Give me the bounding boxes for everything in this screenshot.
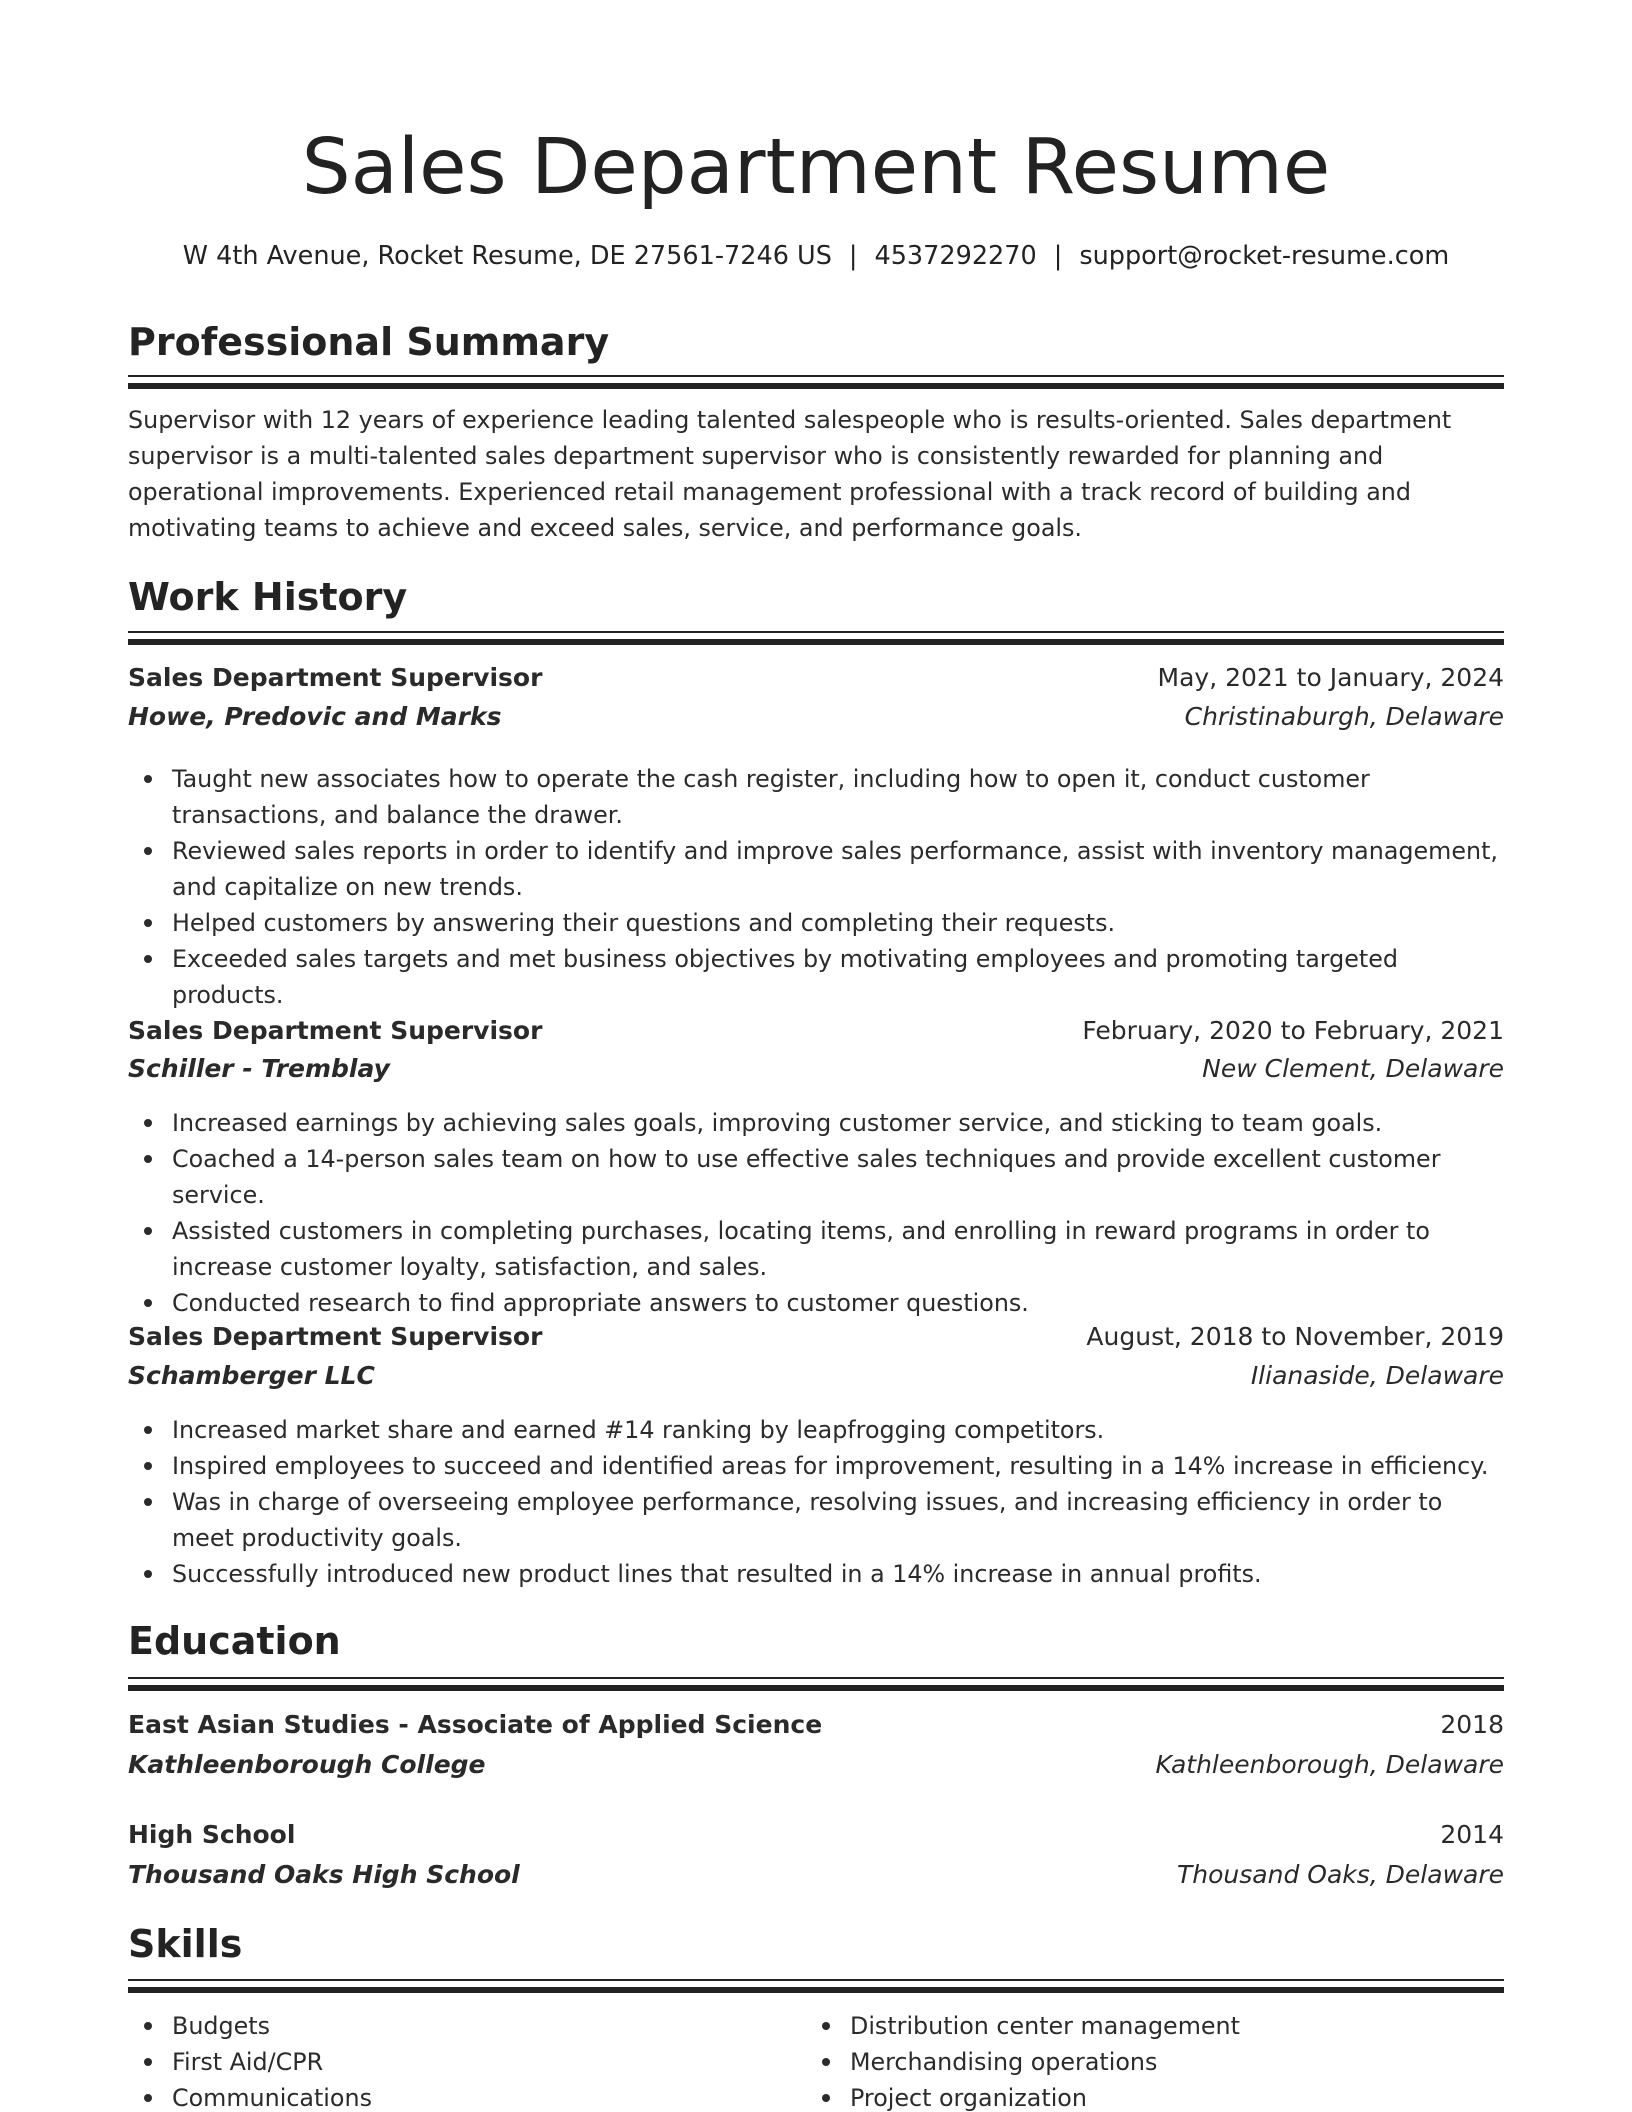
- contact-separator: |: [848, 241, 858, 271]
- skill-item: Merchandising operations: [806, 2044, 1632, 2080]
- section-divider: [128, 1979, 1504, 1993]
- work-history-heading: Work History: [128, 575, 408, 619]
- education-degree: High School: [128, 1820, 296, 1849]
- job-location: Ilianaside, Delaware: [1250, 1361, 1504, 1390]
- job-company-row: [128, 1358, 1504, 1394]
- section-divider: [128, 631, 1504, 645]
- job-location: Christinaburgh, Delaware: [1184, 702, 1504, 731]
- job-title: Sales Department Supervisor: [128, 1016, 543, 1045]
- job-company-row: [128, 1051, 1504, 1087]
- job-header-row: [128, 1013, 1504, 1049]
- section-divider: [128, 1677, 1504, 1691]
- education-header-row: [128, 1707, 1504, 1743]
- job-company-row: [128, 699, 1504, 735]
- job-location: New Clement, Delaware: [1202, 1054, 1504, 1083]
- education-heading: Education: [128, 1619, 341, 1663]
- education-degree: East Asian Studies - Associate of Applied Science: [128, 1710, 823, 1739]
- resume-page: [128, 0, 1504, 2112]
- job-header-row: [128, 660, 1504, 696]
- list-item: Inspired employees to succeed and identified areas for improvement, resulting in a 14% increase in efficiency.: [128, 1448, 1504, 1484]
- contact-line: [128, 239, 1504, 273]
- summary-heading: Professional Summary: [128, 320, 610, 364]
- job-bullet-list: [128, 1105, 1504, 1321]
- list-item: Conducted research to find appropriate answers to customer questions.: [128, 1285, 1504, 1321]
- education-location: Kathleenborough, Delaware: [1155, 1750, 1504, 1779]
- list-item: Reviewed sales reports in order to identify and improve sales performance, assist with inventory management, and capitalize on new trends.: [128, 833, 1504, 905]
- education-location: Thousand Oaks, Delaware: [1177, 1860, 1504, 1889]
- list-item: Helped customers by answering their questions and completing their requests.: [128, 905, 1504, 941]
- education-year: 2018: [1440, 1710, 1504, 1739]
- job-dates: August, 2018 to November, 2019: [1086, 1322, 1504, 1351]
- skills-heading: Skills: [128, 1922, 243, 1966]
- contact-email[interactable]: support@rocket-resume.com: [1079, 241, 1450, 271]
- list-item: Was in charge of overseeing employee performance, resolving issues, and increasing efficiency in order to meet productivity goals.: [128, 1484, 1504, 1556]
- skill-item: First Aid/CPR: [128, 2044, 1504, 2080]
- contact-phone[interactable]: 4537292270: [874, 241, 1037, 271]
- skill-item: Distribution center management: [806, 2008, 1632, 2044]
- list-item: Increased earnings by achieving sales goals, improving customer service, and sticking to team goals.: [128, 1105, 1504, 1141]
- education-header-row: [128, 1817, 1504, 1853]
- job-dates: May, 2021 to January, 2024: [1157, 663, 1504, 692]
- skills-list-right: [806, 2008, 1632, 2112]
- list-item: Successfully introduced new product lines that resulted in a 14% increase in annual profits.: [128, 1556, 1504, 1592]
- education-school: Thousand Oaks High School: [128, 1860, 520, 1889]
- list-item: Coached a 14-person sales team on how to use effective sales techniques and provide excellent customer service.: [128, 1141, 1504, 1213]
- list-item: Taught new associates how to operate the cash register, including how to open it, conduct customer transactions, and balance the drawer.: [128, 761, 1504, 833]
- section-divider: [128, 375, 1504, 389]
- list-item: Exceeded sales targets and met business objectives by motivating employees and promoting targeted products.: [128, 941, 1504, 1013]
- job-header-row: [128, 1319, 1504, 1355]
- job-dates: February, 2020 to February, 2021: [1082, 1016, 1504, 1045]
- resume-title: Sales Department Resume: [301, 123, 1331, 212]
- skill-item: Project organization: [806, 2080, 1632, 2112]
- job-bullet-list: [128, 1412, 1504, 1592]
- list-item: Increased market share and earned #14 ranking by leapfrogging competitors.: [128, 1412, 1504, 1448]
- contact-separator: |: [1053, 241, 1063, 271]
- education-school: Kathleenborough College: [128, 1750, 486, 1779]
- skill-item: Budgets: [128, 2008, 1504, 2044]
- job-company: Schiller - Tremblay: [128, 1054, 390, 1083]
- summary-text: Supervisor with 12 years of experience leading talented salespeople who is results-oriented. Sales department supervisor is a multi-talented sales department supervisor who is consistently rewarded for planning and operational improvements. Experienced retail management professional with a track record of building and motivating teams to achieve and exceed sales, service, and performance goals.: [128, 406, 1452, 542]
- contact-address: W 4th Avenue, Rocket Resume, DE 27561-7246 US: [182, 241, 832, 271]
- job-title: Sales Department Supervisor: [128, 663, 543, 692]
- education-school-row: [128, 1857, 1504, 1893]
- list-item: Assisted customers in completing purchases, locating items, and enrolling in reward programs in order to increase customer loyalty, satisfaction, and sales.: [128, 1213, 1504, 1285]
- job-company: Schamberger LLC: [128, 1361, 375, 1390]
- skill-item: Communications: [128, 2080, 1504, 2112]
- job-bullet-list: [128, 761, 1504, 1013]
- education-school-row: [128, 1747, 1504, 1783]
- education-year: 2014: [1440, 1820, 1504, 1849]
- job-company: Howe, Predovic and Marks: [128, 702, 502, 731]
- job-title: Sales Department Supervisor: [128, 1322, 543, 1351]
